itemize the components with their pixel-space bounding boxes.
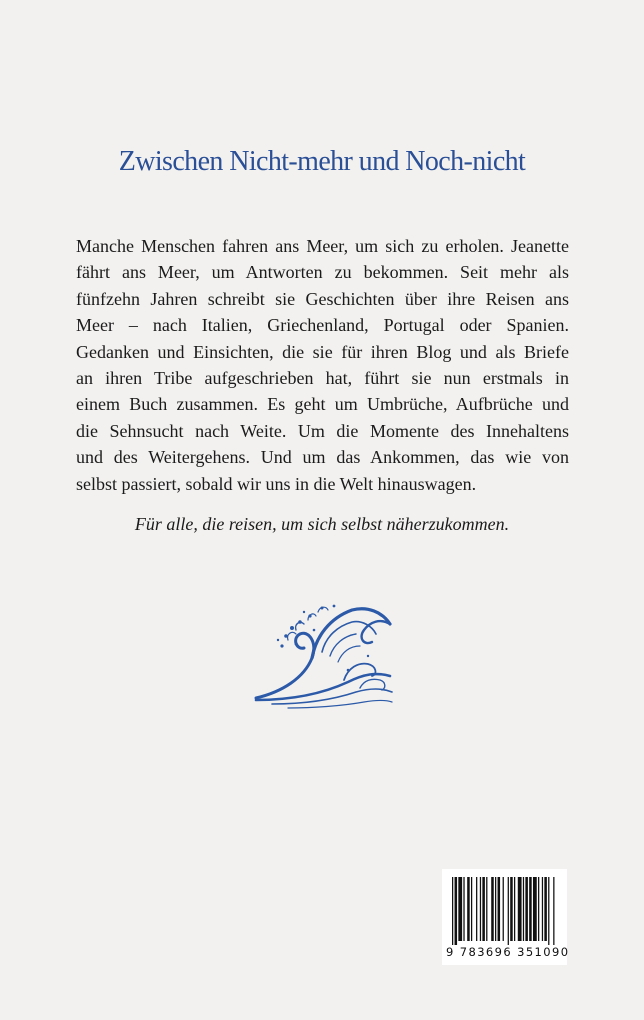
barcode-bar <box>508 877 509 945</box>
barcode-bar <box>510 877 513 941</box>
barcode-bar <box>544 877 547 941</box>
barcode-bar <box>486 877 487 941</box>
blurb-line: einem Buch zusammen. Es geht um Umbrüche, Aufbrüche und <box>76 394 569 415</box>
barcode-bar <box>553 877 554 945</box>
barcode-bar <box>467 877 470 941</box>
blurb-line: fünfzehn Jahren schreibt sie Geschichten über ihre Reisen ans <box>76 288 569 309</box>
barcode-bar <box>525 877 528 941</box>
barcode-bar <box>463 877 464 941</box>
barcode-bar <box>523 877 524 941</box>
barcode-bar <box>455 877 458 945</box>
barcode-bar <box>542 877 543 941</box>
barcode-bar <box>498 877 501 941</box>
barcode-bar <box>495 877 496 941</box>
barcode-bar <box>548 877 549 945</box>
blurb-text <box>76 233 569 497</box>
barcode-bar <box>482 877 485 941</box>
blurb-line: fährt ans Meer, um Antworten zu bekommen. Seit mehr als <box>76 262 569 283</box>
isbn-number: 9 783696 351090 <box>446 945 570 959</box>
blurb-line: selbst passiert, sobald wir uns in die Welt hinauswagen. <box>76 473 477 494</box>
isbn-barcode <box>442 869 570 965</box>
blurb-line: Gedanken und Einsichten, die sie für ihren Blog und als Briefe <box>76 341 569 362</box>
tagline: Für alle, die reisen, um sich selbst näherzukommen. <box>134 514 510 534</box>
barcode-bar <box>514 877 515 941</box>
barcode-bar <box>529 877 532 941</box>
barcode-bar <box>452 877 453 945</box>
barcode-bar <box>480 877 481 941</box>
barcode-bar <box>476 877 477 941</box>
blurb-line: an ihren Tribe aufgeschrieben hat, führt sie nun erstmals in <box>76 368 569 389</box>
barcode-bar <box>471 877 472 941</box>
blurb-line: Manche Menschen fahren ans Meer, um sich zu erholen. Jeanette <box>76 236 569 256</box>
barcode-bar <box>491 877 494 941</box>
blurb-line: die Sehnsucht nach Weite. Um die Momente des Innehaltens <box>76 420 569 441</box>
blurb-line: Meer – nach Italien, Griechenland, Portugal oder Spanien. <box>76 315 569 336</box>
barcode-bar <box>533 877 537 941</box>
barcode-bar <box>518 877 522 941</box>
blurb-line: und des Weitergehens. Und um das Ankommen, das wie von <box>76 447 569 468</box>
book-title: Zwischen Nicht-mehr und Noch-nicht <box>118 146 526 177</box>
barcode-bar <box>458 877 462 941</box>
barcode-icon <box>452 877 557 945</box>
barcode-bar <box>538 877 539 941</box>
great-wave-icon <box>252 600 394 710</box>
barcode-bar <box>503 877 504 941</box>
